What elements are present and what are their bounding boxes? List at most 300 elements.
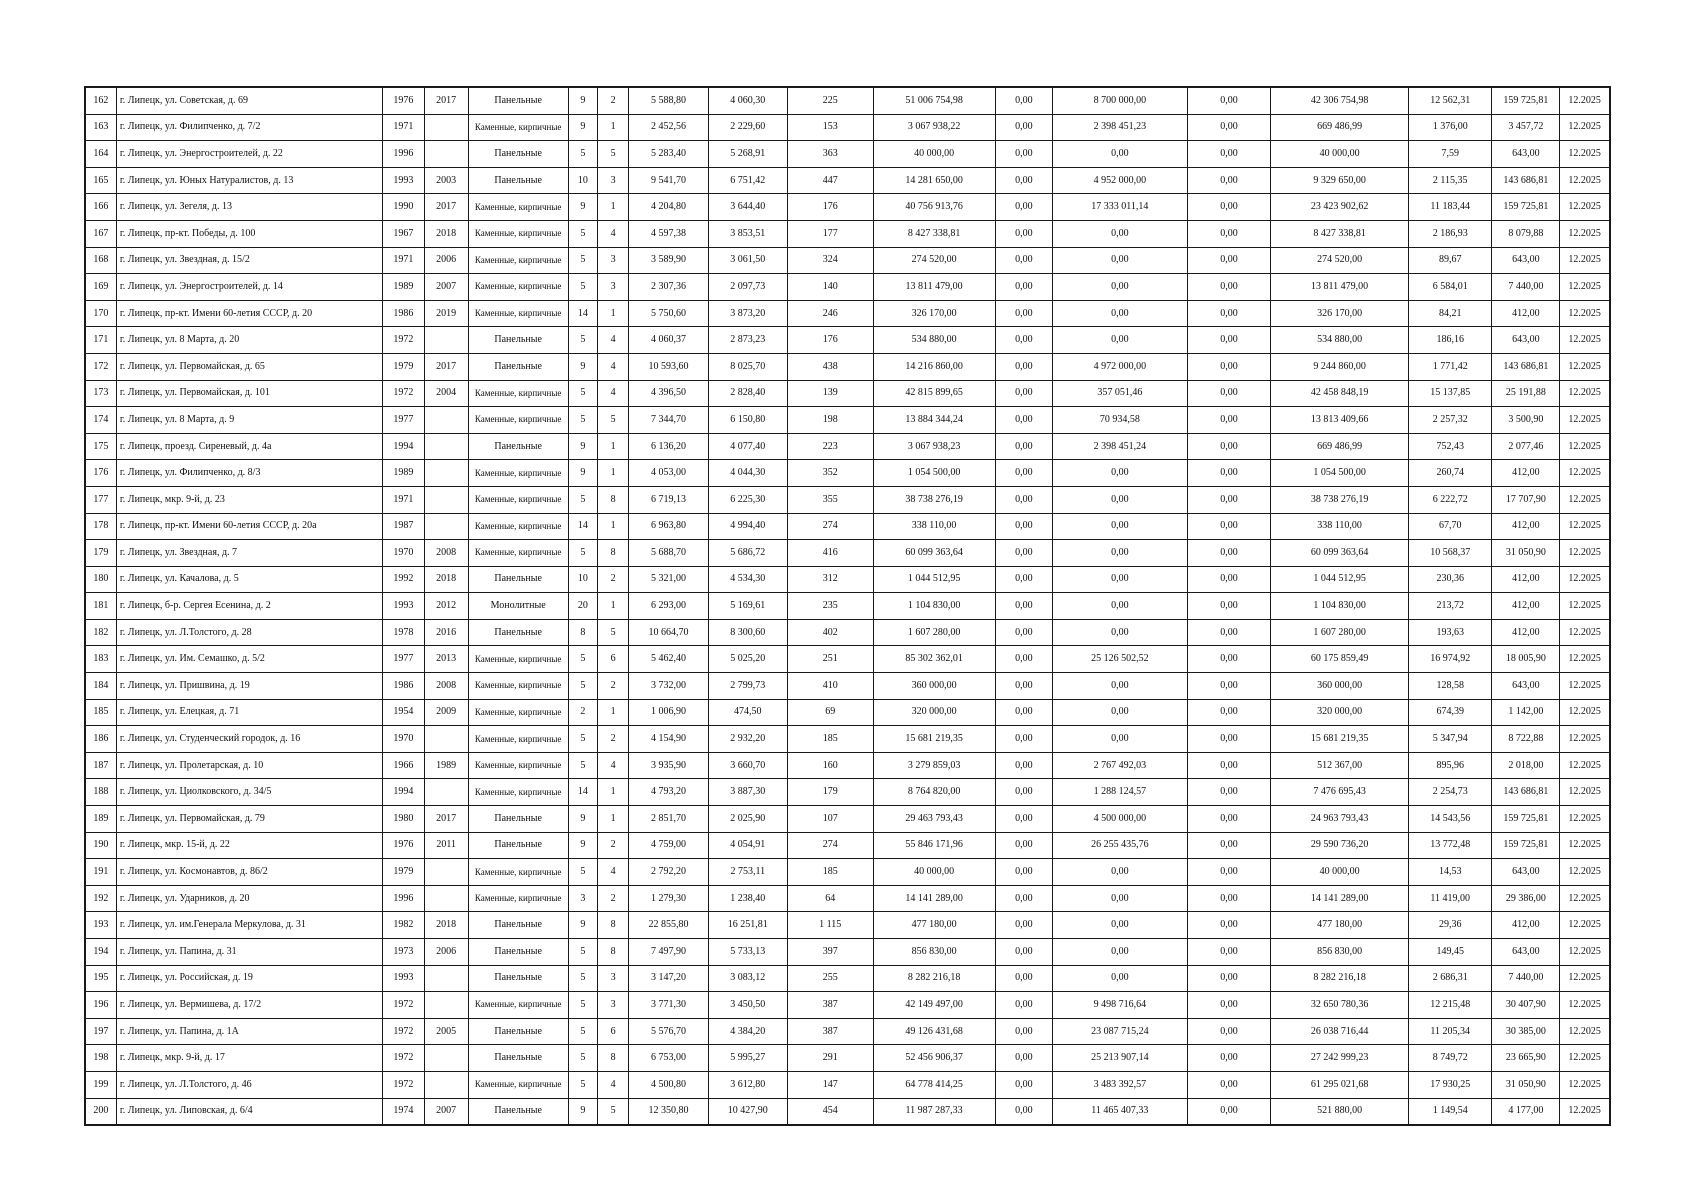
cell-residents: 251	[787, 646, 873, 673]
cell-planned-date: 12.2025	[1560, 699, 1610, 726]
cell-year-built: 1971	[382, 486, 424, 513]
cell-wall-material: Панельные	[468, 353, 568, 380]
table-row	[85, 912, 1610, 939]
cell-local-funds: 0,00	[1187, 939, 1271, 966]
cell-entrances: 2	[597, 726, 628, 753]
cell-living-area: 2 932,20	[708, 726, 787, 753]
table-row	[85, 885, 1610, 912]
cell-regional-funds: 0,00	[1053, 141, 1188, 168]
cell-row-number: 186	[85, 726, 116, 753]
cell-living-area: 3 887,30	[708, 779, 787, 806]
cell-federal-funds: 0,00	[995, 540, 1052, 567]
cell-cost-per-sqm: 752,43	[1408, 433, 1492, 460]
cell-year-renovated	[424, 327, 468, 354]
cell-floors: 14	[568, 300, 597, 327]
cell-total-cost: 29 463 793,43	[873, 806, 995, 833]
cell-local-funds: 0,00	[1187, 247, 1271, 274]
cell-row-number: 171	[85, 327, 116, 354]
table-row	[85, 87, 1610, 114]
cell-residents: 223	[787, 433, 873, 460]
cell-residents: 397	[787, 939, 873, 966]
cell-max-cost-per-sqm: 2 077,46	[1492, 433, 1560, 460]
cell-planned-date: 12.2025	[1560, 566, 1610, 593]
cell-address: г. Липецк, ул. Липовская, д. 6/4	[116, 1098, 382, 1125]
cell-total-cost: 534 880,00	[873, 327, 995, 354]
cell-residents: 255	[787, 965, 873, 992]
cell-regional-funds: 0,00	[1053, 220, 1188, 247]
cell-floors: 5	[568, 646, 597, 673]
cell-floors: 5	[568, 540, 597, 567]
cell-wall-material: Каменные, кирпичные	[468, 114, 568, 141]
cell-total-area: 3 935,90	[629, 752, 708, 779]
cell-address: г. Липецк, ул. Первомайская, д. 101	[116, 380, 382, 407]
cell-federal-funds: 0,00	[995, 885, 1052, 912]
cell-total-area: 6 136,20	[629, 433, 708, 460]
cell-owner-funds: 32 650 780,36	[1271, 992, 1409, 1019]
table-row	[85, 220, 1610, 247]
cell-living-area: 3 612,80	[708, 1071, 787, 1098]
cell-floors: 10	[568, 167, 597, 194]
cell-year-renovated	[424, 433, 468, 460]
cell-max-cost-per-sqm: 1 142,00	[1492, 699, 1560, 726]
cell-row-number: 180	[85, 566, 116, 593]
cell-row-number: 199	[85, 1071, 116, 1098]
cell-year-renovated: 2007	[424, 1098, 468, 1125]
cell-year-renovated: 2013	[424, 646, 468, 673]
cell-entrances: 1	[597, 194, 628, 221]
cell-planned-date: 12.2025	[1560, 1071, 1610, 1098]
cell-living-area: 5 169,61	[708, 593, 787, 620]
cell-entrances: 3	[597, 965, 628, 992]
cell-residents: 139	[787, 380, 873, 407]
cell-floors: 2	[568, 699, 597, 726]
cell-entrances: 8	[597, 540, 628, 567]
cell-total-cost: 40 000,00	[873, 859, 995, 886]
cell-cost-per-sqm: 29,36	[1408, 912, 1492, 939]
cell-total-cost: 8 427 338,81	[873, 220, 995, 247]
cell-owner-funds: 24 963 793,43	[1271, 806, 1409, 833]
cell-entrances: 5	[597, 141, 628, 168]
cell-local-funds: 0,00	[1187, 513, 1271, 540]
cell-local-funds: 0,00	[1187, 220, 1271, 247]
cell-federal-funds: 0,00	[995, 194, 1052, 221]
cell-federal-funds: 0,00	[995, 220, 1052, 247]
cell-entrances: 1	[597, 779, 628, 806]
cell-living-area: 2 828,40	[708, 380, 787, 407]
cell-year-built: 1972	[382, 327, 424, 354]
cell-address: г. Липецк, ул. Первомайская, д. 79	[116, 806, 382, 833]
cell-entrances: 1	[597, 513, 628, 540]
cell-max-cost-per-sqm: 4 177,00	[1492, 1098, 1560, 1125]
cell-entrances: 2	[597, 885, 628, 912]
cell-living-area: 5 025,20	[708, 646, 787, 673]
cell-address: г. Липецк, ул. Энергостроителей, д. 14	[116, 274, 382, 301]
cell-living-area: 16 251,81	[708, 912, 787, 939]
cell-total-area: 2 792,20	[629, 859, 708, 886]
cell-cost-per-sqm: 14 543,56	[1408, 806, 1492, 833]
cell-address: г. Липецк, ул. Зегеля, д. 13	[116, 194, 382, 221]
cell-residents: 387	[787, 992, 873, 1019]
cell-year-renovated: 2004	[424, 380, 468, 407]
cell-regional-funds: 357 051,46	[1053, 380, 1188, 407]
cell-owner-funds: 13 811 479,00	[1271, 274, 1409, 301]
table-row	[85, 965, 1610, 992]
cell-cost-per-sqm: 67,70	[1408, 513, 1492, 540]
cell-wall-material: Каменные, кирпичные	[468, 673, 568, 700]
cell-residents: 179	[787, 779, 873, 806]
table-row	[85, 141, 1610, 168]
table-row	[85, 859, 1610, 886]
cell-federal-funds: 0,00	[995, 114, 1052, 141]
cell-owner-funds: 40 000,00	[1271, 141, 1409, 168]
table-row	[85, 513, 1610, 540]
cell-residents: 147	[787, 1071, 873, 1098]
cell-row-number: 195	[85, 965, 116, 992]
cell-total-cost: 13 884 344,24	[873, 407, 995, 434]
cell-year-renovated	[424, 885, 468, 912]
cell-living-area: 8 025,70	[708, 353, 787, 380]
cell-living-area: 5 733,13	[708, 939, 787, 966]
cell-total-cost: 1 054 500,00	[873, 460, 995, 487]
cell-year-built: 1970	[382, 540, 424, 567]
cell-row-number: 181	[85, 593, 116, 620]
cell-local-funds: 0,00	[1187, 1071, 1271, 1098]
cell-year-renovated: 2003	[424, 167, 468, 194]
cell-entrances: 4	[597, 327, 628, 354]
cell-total-area: 4 154,90	[629, 726, 708, 753]
cell-total-area: 6 293,00	[629, 593, 708, 620]
cell-year-built: 1976	[382, 832, 424, 859]
cell-address: г. Липецк, ул. Космонавтов, д. 86/2	[116, 859, 382, 886]
cell-regional-funds: 3 483 392,57	[1053, 1071, 1188, 1098]
cell-entrances: 8	[597, 939, 628, 966]
cell-year-renovated: 2017	[424, 353, 468, 380]
cell-total-cost: 1 607 280,00	[873, 619, 995, 646]
cell-wall-material: Панельные	[468, 806, 568, 833]
cell-owner-funds: 1 054 500,00	[1271, 460, 1409, 487]
cell-planned-date: 12.2025	[1560, 779, 1610, 806]
cell-planned-date: 12.2025	[1560, 1018, 1610, 1045]
cell-max-cost-per-sqm: 18 005,90	[1492, 646, 1560, 673]
cell-local-funds: 0,00	[1187, 460, 1271, 487]
cell-total-area: 2 452,56	[629, 114, 708, 141]
cell-residents: 160	[787, 752, 873, 779]
cell-owner-funds: 1 044 512,95	[1271, 566, 1409, 593]
cell-year-renovated: 2018	[424, 566, 468, 593]
cell-total-area: 5 688,70	[629, 540, 708, 567]
cell-federal-funds: 0,00	[995, 673, 1052, 700]
cell-living-area: 6 751,42	[708, 167, 787, 194]
cell-floors: 9	[568, 460, 597, 487]
cell-cost-per-sqm: 1 149,54	[1408, 1098, 1492, 1125]
cell-total-cost: 85 302 362,01	[873, 646, 995, 673]
cell-row-number: 191	[85, 859, 116, 886]
cell-living-area: 4 384,20	[708, 1018, 787, 1045]
cell-wall-material: Панельные	[468, 832, 568, 859]
cell-wall-material: Панельные	[468, 566, 568, 593]
cell-entrances: 6	[597, 1018, 628, 1045]
cell-total-cost: 52 456 906,37	[873, 1045, 995, 1072]
cell-total-cost: 38 738 276,19	[873, 486, 995, 513]
cell-planned-date: 12.2025	[1560, 646, 1610, 673]
cell-floors: 5	[568, 939, 597, 966]
cell-residents: 185	[787, 859, 873, 886]
cell-owner-funds: 40 000,00	[1271, 859, 1409, 886]
cell-wall-material: Каменные, кирпичные	[468, 247, 568, 274]
cell-total-cost: 274 520,00	[873, 247, 995, 274]
cell-wall-material: Панельные	[468, 167, 568, 194]
cell-floors: 9	[568, 433, 597, 460]
cell-entrances: 5	[597, 1098, 628, 1125]
cell-cost-per-sqm: 674,39	[1408, 699, 1492, 726]
cell-row-number: 200	[85, 1098, 116, 1125]
cell-total-area: 3 589,90	[629, 247, 708, 274]
cell-address: г. Липецк, ул. 8 Марта, д. 9	[116, 407, 382, 434]
cell-residents: 410	[787, 673, 873, 700]
cell-year-built: 1972	[382, 380, 424, 407]
cell-federal-funds: 0,00	[995, 1098, 1052, 1125]
cell-total-area: 22 855,80	[629, 912, 708, 939]
cell-max-cost-per-sqm: 3 500,90	[1492, 407, 1560, 434]
cell-wall-material: Каменные, кирпичные	[468, 540, 568, 567]
cell-row-number: 187	[85, 752, 116, 779]
cell-cost-per-sqm: 17 930,25	[1408, 1071, 1492, 1098]
cell-wall-material: Панельные	[468, 1098, 568, 1125]
cell-regional-funds: 2 398 451,23	[1053, 114, 1188, 141]
cell-year-built: 1977	[382, 646, 424, 673]
cell-owner-funds: 42 458 848,19	[1271, 380, 1409, 407]
cell-residents: 1 115	[787, 912, 873, 939]
cell-total-area: 5 588,80	[629, 87, 708, 114]
cell-cost-per-sqm: 12 215,48	[1408, 992, 1492, 1019]
cell-total-cost: 51 006 754,98	[873, 87, 995, 114]
cell-total-area: 4 060,37	[629, 327, 708, 354]
cell-regional-funds: 0,00	[1053, 513, 1188, 540]
cell-federal-funds: 0,00	[995, 433, 1052, 460]
cell-floors: 9	[568, 806, 597, 833]
cell-local-funds: 0,00	[1187, 353, 1271, 380]
cell-owner-funds: 274 520,00	[1271, 247, 1409, 274]
cell-year-renovated: 2005	[424, 1018, 468, 1045]
cell-address: г. Липецк, ул. Филипченко, д. 8/3	[116, 460, 382, 487]
cell-local-funds: 0,00	[1187, 114, 1271, 141]
cell-total-cost: 8 282 216,18	[873, 965, 995, 992]
cell-year-built: 1972	[382, 1045, 424, 1072]
cell-floors: 5	[568, 407, 597, 434]
cell-wall-material: Каменные, кирпичные	[468, 460, 568, 487]
cell-local-funds: 0,00	[1187, 965, 1271, 992]
cell-total-area: 5 283,40	[629, 141, 708, 168]
cell-regional-funds: 0,00	[1053, 619, 1188, 646]
cell-wall-material: Каменные, кирпичные	[468, 646, 568, 673]
cell-federal-funds: 0,00	[995, 752, 1052, 779]
cell-local-funds: 0,00	[1187, 992, 1271, 1019]
table-row	[85, 274, 1610, 301]
cell-regional-funds: 25 213 907,14	[1053, 1045, 1188, 1072]
cell-regional-funds: 0,00	[1053, 274, 1188, 301]
cell-wall-material: Панельные	[468, 1045, 568, 1072]
cell-owner-funds: 60 175 859,49	[1271, 646, 1409, 673]
cell-residents: 312	[787, 566, 873, 593]
cell-total-area: 6 963,80	[629, 513, 708, 540]
cell-year-renovated: 2007	[424, 274, 468, 301]
cell-planned-date: 12.2025	[1560, 619, 1610, 646]
cell-year-built: 1990	[382, 194, 424, 221]
cell-regional-funds: 25 126 502,52	[1053, 646, 1188, 673]
cell-cost-per-sqm: 1 771,42	[1408, 353, 1492, 380]
cell-max-cost-per-sqm: 29 386,00	[1492, 885, 1560, 912]
cell-entrances: 2	[597, 566, 628, 593]
cell-regional-funds: 17 333 011,14	[1053, 194, 1188, 221]
cell-address: г. Липецк, ул. Студенческий городок, д. 16	[116, 726, 382, 753]
cell-owner-funds: 856 830,00	[1271, 939, 1409, 966]
cell-row-number: 175	[85, 433, 116, 460]
table-row	[85, 673, 1610, 700]
cell-wall-material: Каменные, кирпичные	[468, 220, 568, 247]
cell-owner-funds: 9 329 650,00	[1271, 167, 1409, 194]
cell-owner-funds: 477 180,00	[1271, 912, 1409, 939]
cell-planned-date: 12.2025	[1560, 965, 1610, 992]
cell-row-number: 168	[85, 247, 116, 274]
cell-total-area: 1 006,90	[629, 699, 708, 726]
cell-year-built: 1994	[382, 433, 424, 460]
cell-federal-funds: 0,00	[995, 939, 1052, 966]
cell-living-area: 5 686,72	[708, 540, 787, 567]
cell-floors: 9	[568, 353, 597, 380]
cell-row-number: 162	[85, 87, 116, 114]
cell-entrances: 1	[597, 460, 628, 487]
cell-local-funds: 0,00	[1187, 673, 1271, 700]
cell-owner-funds: 13 813 409,66	[1271, 407, 1409, 434]
cell-local-funds: 0,00	[1187, 806, 1271, 833]
cell-local-funds: 0,00	[1187, 1018, 1271, 1045]
cell-cost-per-sqm: 6 584,01	[1408, 274, 1492, 301]
cell-residents: 324	[787, 247, 873, 274]
table-row	[85, 167, 1610, 194]
cell-owner-funds: 669 486,99	[1271, 433, 1409, 460]
cell-total-area: 4 396,50	[629, 380, 708, 407]
cell-federal-funds: 0,00	[995, 832, 1052, 859]
cell-year-built: 1993	[382, 167, 424, 194]
cell-entrances: 1	[597, 114, 628, 141]
cell-cost-per-sqm: 6 222,72	[1408, 486, 1492, 513]
cell-wall-material: Панельные	[468, 141, 568, 168]
cell-cost-per-sqm: 128,58	[1408, 673, 1492, 700]
cell-row-number: 183	[85, 646, 116, 673]
cell-entrances: 1	[597, 806, 628, 833]
cell-local-funds: 0,00	[1187, 274, 1271, 301]
cell-entrances: 8	[597, 1045, 628, 1072]
cell-year-renovated	[424, 1071, 468, 1098]
cell-wall-material: Каменные, кирпичные	[468, 486, 568, 513]
cell-year-renovated: 2019	[424, 300, 468, 327]
cell-local-funds: 0,00	[1187, 141, 1271, 168]
cell-total-area: 5 576,70	[629, 1018, 708, 1045]
cell-residents: 225	[787, 87, 873, 114]
cell-wall-material: Каменные, кирпичные	[468, 885, 568, 912]
cell-max-cost-per-sqm: 412,00	[1492, 593, 1560, 620]
cell-total-area: 10 664,70	[629, 619, 708, 646]
cell-row-number: 192	[85, 885, 116, 912]
cell-total-cost: 14 141 289,00	[873, 885, 995, 912]
cell-residents: 140	[787, 274, 873, 301]
cell-year-renovated: 2017	[424, 87, 468, 114]
cell-year-built: 1986	[382, 300, 424, 327]
cell-residents: 176	[787, 194, 873, 221]
cell-federal-funds: 0,00	[995, 1018, 1052, 1045]
cell-floors: 9	[568, 912, 597, 939]
cell-year-renovated	[424, 779, 468, 806]
cell-entrances: 1	[597, 433, 628, 460]
cell-floors: 5	[568, 992, 597, 1019]
table-row	[85, 806, 1610, 833]
cell-planned-date: 12.2025	[1560, 593, 1610, 620]
cell-year-built: 1996	[382, 141, 424, 168]
cell-living-area: 3 660,70	[708, 752, 787, 779]
cell-owner-funds: 29 590 736,20	[1271, 832, 1409, 859]
cell-entrances: 4	[597, 859, 628, 886]
cell-total-area: 12 350,80	[629, 1098, 708, 1125]
cell-residents: 402	[787, 619, 873, 646]
cell-max-cost-per-sqm: 31 050,90	[1492, 1071, 1560, 1098]
table-row	[85, 194, 1610, 221]
cell-regional-funds: 0,00	[1053, 486, 1188, 513]
table-row	[85, 939, 1610, 966]
cell-regional-funds: 4 500 000,00	[1053, 806, 1188, 833]
cell-max-cost-per-sqm: 2 018,00	[1492, 752, 1560, 779]
cell-floors: 9	[568, 194, 597, 221]
cell-federal-funds: 0,00	[995, 779, 1052, 806]
cell-max-cost-per-sqm: 7 440,00	[1492, 274, 1560, 301]
cell-planned-date: 12.2025	[1560, 407, 1610, 434]
cell-row-number: 184	[85, 673, 116, 700]
cell-wall-material: Каменные, кирпичные	[468, 380, 568, 407]
cell-cost-per-sqm: 8 749,72	[1408, 1045, 1492, 1072]
cell-owner-funds: 38 738 276,19	[1271, 486, 1409, 513]
cell-year-renovated: 2017	[424, 194, 468, 221]
cell-regional-funds: 0,00	[1053, 859, 1188, 886]
cell-max-cost-per-sqm: 31 050,90	[1492, 540, 1560, 567]
cell-address: г. Липецк, ул. Юных Натуралистов, д. 13	[116, 167, 382, 194]
cell-planned-date: 12.2025	[1560, 274, 1610, 301]
cell-living-area: 3 873,20	[708, 300, 787, 327]
cell-living-area: 2 873,23	[708, 327, 787, 354]
cell-total-area: 5 321,00	[629, 566, 708, 593]
cell-floors: 14	[568, 513, 597, 540]
table-row	[85, 327, 1610, 354]
cell-total-cost: 13 811 479,00	[873, 274, 995, 301]
cell-living-area: 3 083,12	[708, 965, 787, 992]
cell-entrances: 4	[597, 353, 628, 380]
cell-year-built: 1989	[382, 460, 424, 487]
cell-local-funds: 0,00	[1187, 832, 1271, 859]
cell-row-number: 196	[85, 992, 116, 1019]
cell-local-funds: 0,00	[1187, 433, 1271, 460]
cell-year-renovated: 2012	[424, 593, 468, 620]
table-row	[85, 407, 1610, 434]
cell-cost-per-sqm: 16 974,92	[1408, 646, 1492, 673]
cell-owner-funds: 60 099 363,64	[1271, 540, 1409, 567]
cell-residents: 352	[787, 460, 873, 487]
cell-planned-date: 12.2025	[1560, 486, 1610, 513]
cell-max-cost-per-sqm: 412,00	[1492, 513, 1560, 540]
cell-address: г. Липецк, мкр. 9-й, д. 17	[116, 1045, 382, 1072]
cell-living-area: 6 225,30	[708, 486, 787, 513]
cell-regional-funds: 11 465 407,33	[1053, 1098, 1188, 1125]
cell-living-area: 3 644,40	[708, 194, 787, 221]
cell-wall-material: Панельные	[468, 939, 568, 966]
cell-row-number: 189	[85, 806, 116, 833]
